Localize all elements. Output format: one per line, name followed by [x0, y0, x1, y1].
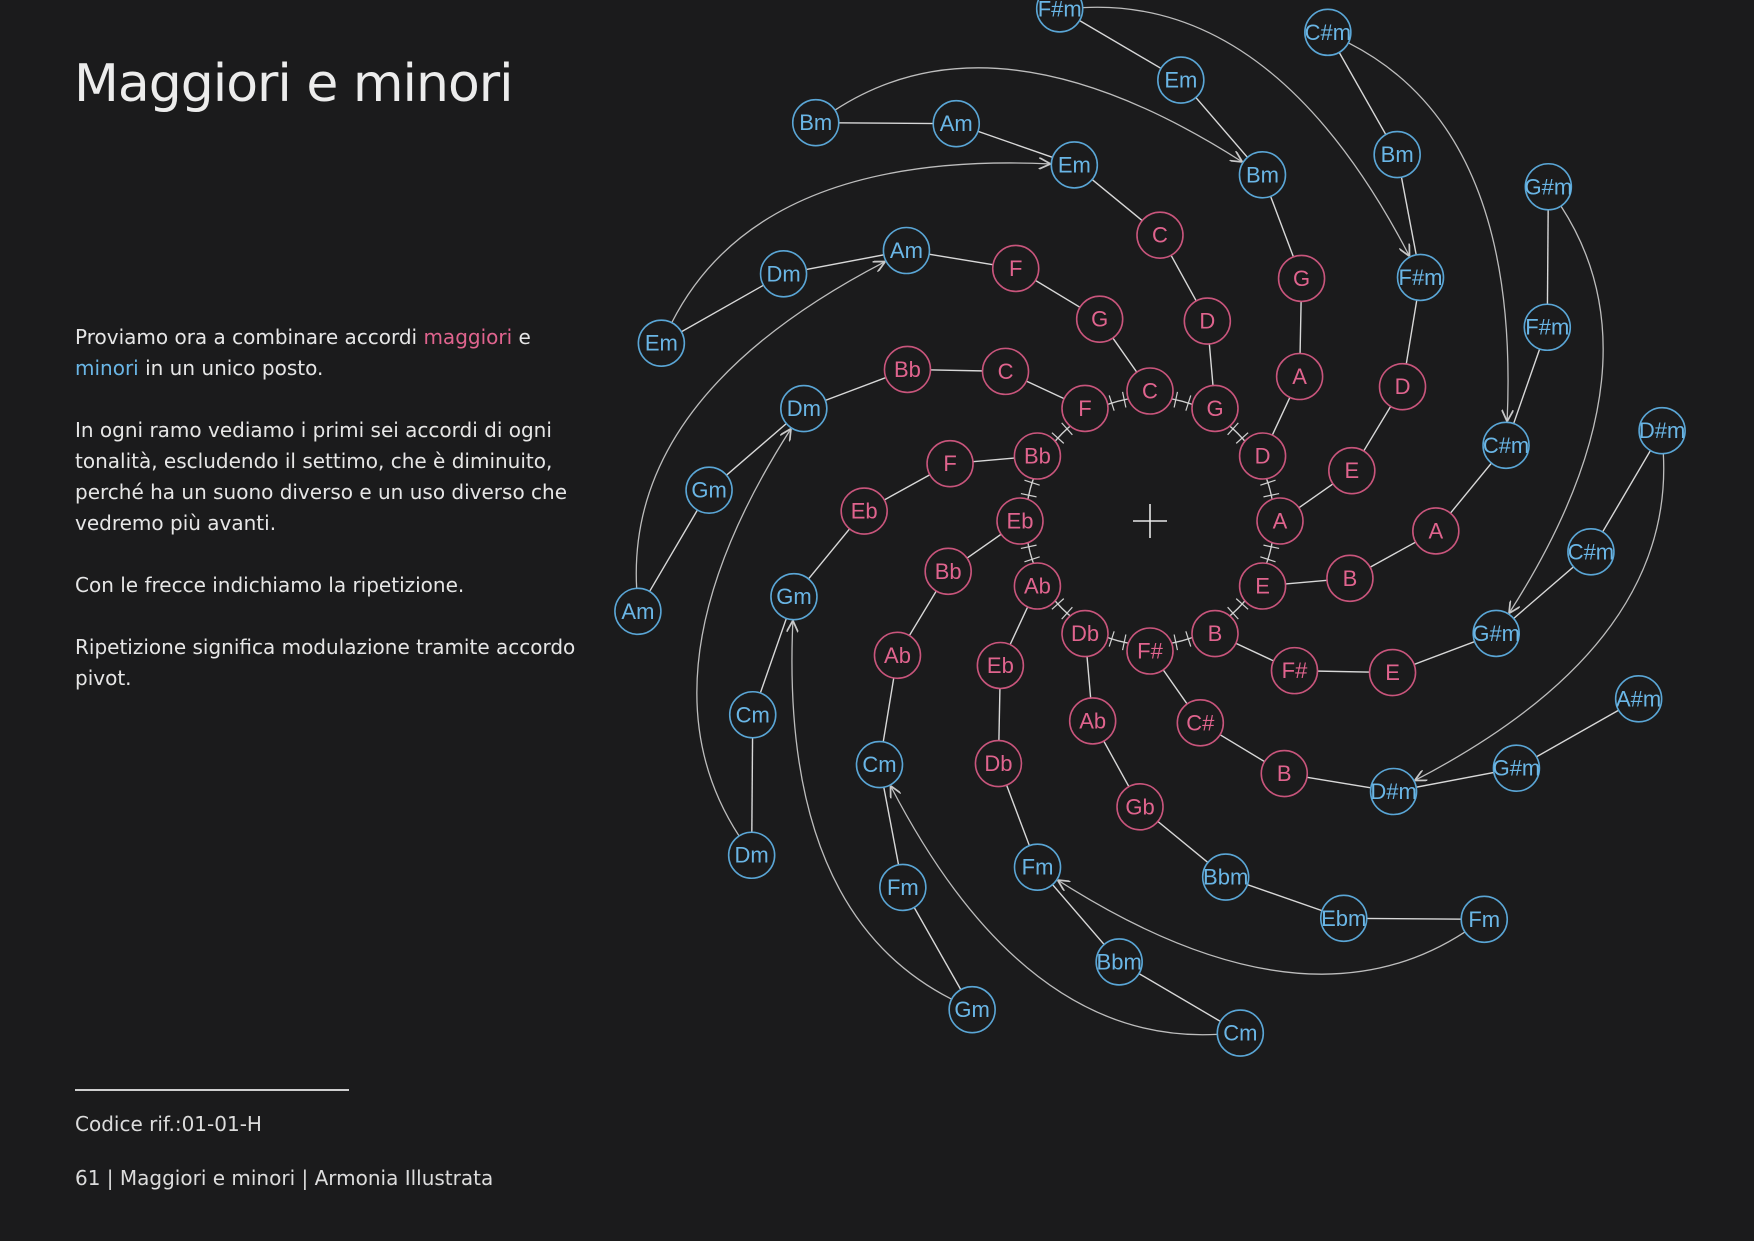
- chord-label: G#m: [1492, 755, 1541, 781]
- chord-label: E: [1344, 458, 1360, 484]
- chord-label: C: [1152, 222, 1168, 248]
- chord-label: Gb: [1125, 794, 1155, 820]
- chord-label: C#m: [1304, 19, 1352, 45]
- chord-label: Bm: [1245, 162, 1279, 188]
- pivot-arrow: [891, 787, 1217, 1035]
- major-chord-node: [1127, 628, 1173, 674]
- major-chord-node: [1370, 650, 1416, 696]
- paragraph-branches: In ogni ramo vediamo i primi sei accordi di ogni tonalità, escludendo il settimo, che è diminuito, perché ha un suono diverso e un uso diverso che vedremo più avanti.: [75, 418, 568, 535]
- major-chord-node: [1192, 385, 1238, 431]
- chord-label: F#: [1137, 638, 1163, 664]
- page-title: Maggiori e minori: [74, 54, 513, 114]
- description: [75, 322, 595, 725]
- major-chord-node: [1070, 698, 1116, 744]
- chord-label: Gm: [776, 584, 812, 610]
- chord-label: Cm: [735, 702, 770, 728]
- chord-label: Bb: [1023, 443, 1051, 469]
- major-chord-node: [1014, 563, 1060, 609]
- major-chord-node: [997, 498, 1043, 544]
- page-footer: 61 | Maggiori e minori | Armonia Illustrata: [75, 1166, 494, 1190]
- major-chord-node: [1062, 385, 1108, 431]
- major-chord-node: [1271, 648, 1317, 694]
- chord-label: Bm: [799, 110, 833, 136]
- major-chord-node: [977, 642, 1023, 688]
- paragraph-intro: [75, 322, 595, 384]
- minor-chord-node: [1203, 854, 1249, 900]
- minor-chord-node: [1370, 769, 1416, 815]
- major-chord-node: [983, 348, 1029, 394]
- minor-chord-node: [729, 832, 775, 878]
- chord-label: C#: [1186, 710, 1215, 736]
- chord-label: A: [1292, 364, 1307, 390]
- major-chord-node: [1184, 298, 1230, 344]
- chord-label: G: [1091, 306, 1109, 332]
- major-keyword: maggiori: [423, 325, 513, 349]
- minor-chord-node: [1524, 164, 1572, 210]
- chord-label: B: [1342, 565, 1358, 591]
- minor-chord-node: [1015, 844, 1061, 890]
- chord-label: Bb: [934, 558, 962, 584]
- chord-label: Ebm: [1321, 905, 1367, 931]
- major-chord-node: [1240, 433, 1286, 479]
- minor-chord-node: [1568, 529, 1614, 575]
- paragraph-arrows: Con le frecce indichiamo la ripetizione.: [75, 573, 465, 597]
- major-chord-node: [1279, 255, 1325, 301]
- minor-chord-node: [1639, 408, 1685, 454]
- pivot-arrow: [1083, 7, 1409, 255]
- minor-chord-node: [1472, 610, 1520, 656]
- major-chord-node: [925, 548, 971, 594]
- major-chord-node: [1117, 784, 1163, 830]
- chord-label: Ab: [884, 642, 911, 668]
- intro-text: Proviamo ora a combinare accordi: [75, 325, 424, 349]
- chord-label: Gm: [954, 997, 990, 1023]
- minor-chord-node: [1398, 254, 1444, 300]
- major-chord-node: [1413, 508, 1459, 554]
- chord-label: Dm: [786, 396, 821, 422]
- minor-chord-node: [1461, 896, 1507, 942]
- minor-chord-node: [615, 588, 661, 634]
- paragraph-pivot: Ripetizione significa modulazione tramite accordo pivot.: [75, 635, 576, 690]
- major-chord-node: [993, 245, 1039, 291]
- pivot-arrow: [1416, 454, 1664, 780]
- chord-label: Bm: [1380, 142, 1414, 168]
- minor-chord-node: [1374, 132, 1420, 178]
- major-chord-node: [884, 346, 930, 392]
- chord-label: F#: [1281, 658, 1308, 684]
- major-chord-node: [1192, 611, 1238, 657]
- chord-label: Ab: [1023, 573, 1051, 599]
- chord-label: C#m: [1567, 539, 1615, 565]
- chord-label: D#m: [1370, 779, 1417, 805]
- chord-label: Eb: [986, 652, 1014, 678]
- chord-label: Eb: [850, 498, 878, 524]
- chord-label: F: [943, 451, 957, 477]
- minor-chord-node: [883, 227, 929, 273]
- major-chord-node: [1327, 555, 1373, 601]
- minor-chord-node: [1524, 304, 1570, 350]
- reference-code: Codice rif.:01-01-H: [75, 1112, 262, 1136]
- pivot-arrow: [636, 262, 884, 588]
- chord-label: C: [1142, 378, 1158, 404]
- minor-chord-node: [1321, 895, 1367, 941]
- chord-label: Am: [621, 598, 655, 624]
- chord-label: Em: [644, 330, 678, 356]
- major-chord-node: [927, 441, 973, 487]
- chord-label: D#m: [1638, 418, 1686, 444]
- pivot-arrow: [792, 622, 952, 1000]
- chord-label: G: [1292, 265, 1311, 291]
- major-chord-node: [1177, 700, 1223, 746]
- minor-chord-node: [1051, 142, 1097, 188]
- minor-chord-node: [781, 386, 827, 432]
- pivot-arrow: [672, 163, 1050, 323]
- major-chord-node: [1014, 433, 1060, 479]
- chord-label: C: [997, 358, 1014, 384]
- minor-chord-node: [730, 692, 776, 738]
- major-chord-node: [1077, 296, 1123, 342]
- major-chord-node: [874, 632, 920, 678]
- chord-label: Em: [1164, 67, 1198, 93]
- chord-label: Gm: [691, 477, 727, 503]
- chord-label: B: [1207, 621, 1223, 647]
- chord-label: D: [1254, 443, 1271, 469]
- chord-label: Am: [939, 111, 973, 137]
- chord-label: F: [1078, 395, 1092, 421]
- intro-text-mid: e: [512, 325, 531, 349]
- minor-chord-node: [1493, 745, 1541, 791]
- minor-chord-node: [933, 101, 979, 147]
- chord-label: Db: [984, 751, 1013, 777]
- chord-label: Am: [889, 237, 923, 263]
- chord-label: Dm: [734, 842, 769, 868]
- major-chord-node: [1261, 751, 1307, 797]
- minor-chord-node: [1239, 152, 1285, 198]
- minor-chord-node: [1158, 57, 1204, 103]
- minor-chord-node: [638, 320, 684, 366]
- chord-label: F#m: [1525, 314, 1570, 340]
- chord-label: A: [1272, 508, 1288, 534]
- chord-label: Dm: [766, 261, 801, 287]
- chord-label: Bb: [893, 356, 921, 382]
- plus-icon: [1133, 504, 1167, 538]
- minor-chord-node: [761, 251, 807, 297]
- chord-label: A: [1428, 518, 1444, 544]
- chord-label: F#m: [1398, 264, 1443, 290]
- chord-label: A#m: [1616, 686, 1662, 712]
- major-chord-node: [1257, 498, 1303, 544]
- major-chord-node: [1277, 354, 1323, 400]
- chord-wheel-diagram: [600, 0, 1754, 1100]
- chord-label: F#m: [1037, 0, 1082, 22]
- chord-label: Ab: [1079, 708, 1107, 734]
- chord-label: G: [1206, 395, 1224, 421]
- chord-label: F: [1009, 255, 1023, 281]
- major-chord-node: [1137, 212, 1183, 258]
- chord-label: D: [1199, 308, 1216, 334]
- minor-chord-node: [880, 864, 926, 910]
- minor-chord-node: [793, 100, 839, 146]
- major-chord-node: [1127, 368, 1173, 414]
- chord-label: Bbm: [1203, 864, 1249, 890]
- chord-label: Eb: [1006, 508, 1034, 534]
- chord-label: Fm: [1468, 906, 1501, 932]
- chord-label: B: [1276, 761, 1292, 787]
- chord-label: E: [1255, 573, 1270, 599]
- chord-label: D: [1394, 374, 1411, 400]
- pivot-arrow: [1348, 43, 1508, 421]
- major-chord-node: [841, 488, 887, 534]
- minor-keyword: minori: [75, 356, 139, 380]
- minor-chord-node: [1217, 1010, 1263, 1056]
- intro-text-end: in un unico posto.: [138, 356, 324, 380]
- chord-label: G#m: [1524, 174, 1573, 200]
- footer-divider: [75, 1089, 349, 1091]
- chord-label: Bbm: [1096, 949, 1142, 975]
- minor-chord-node: [771, 574, 817, 620]
- chord-label: G#m: [1472, 620, 1521, 646]
- major-chord-node: [975, 741, 1021, 787]
- major-chord-node: [1240, 563, 1286, 609]
- minor-chord-node: [856, 742, 902, 788]
- minor-chord-node: [1096, 939, 1142, 985]
- chord-label: Em: [1057, 152, 1091, 178]
- major-chord-node: [1380, 364, 1426, 410]
- chord-label: Cm: [1223, 1020, 1258, 1046]
- minor-chord-node: [1305, 9, 1351, 55]
- chord-label: Db: [1070, 621, 1100, 647]
- chord-label: C#m: [1482, 432, 1530, 458]
- major-chord-node: [1062, 611, 1108, 657]
- chord-label: E: [1385, 660, 1400, 686]
- minor-chord-node: [1616, 676, 1662, 722]
- minor-chord-node: [686, 467, 732, 513]
- chord-label: Fm: [1021, 854, 1054, 880]
- chord-label: Fm: [886, 874, 919, 900]
- major-chord-node: [1329, 448, 1375, 494]
- minor-chord-node: [1037, 0, 1083, 32]
- chord-label: Cm: [862, 752, 897, 778]
- minor-chord-node: [1483, 422, 1529, 468]
- minor-chord-node: [949, 987, 995, 1033]
